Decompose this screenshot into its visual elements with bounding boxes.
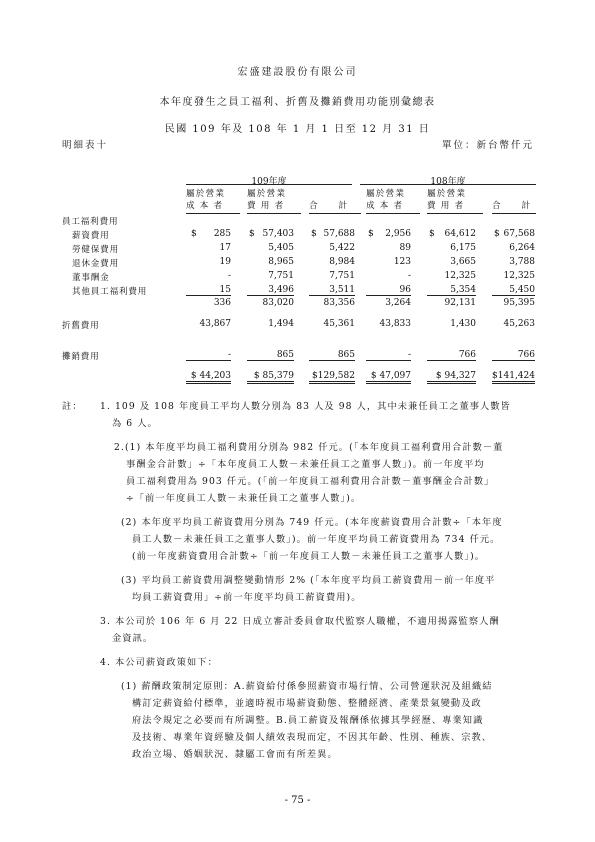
table-cell: $141,424 <box>492 371 535 384</box>
table-cell: $ 94,327 <box>427 371 476 384</box>
table-cell: 64,612 <box>444 229 476 239</box>
table-cell: 285 <box>213 229 231 239</box>
report-period: 民國 109 年及 108 年 1 月 1 日至 12 月 31 日 <box>164 124 431 135</box>
table-cell: 865 <box>309 350 355 361</box>
table-cell: 6,175 <box>450 243 476 253</box>
row-label: 董事酬金 <box>72 273 110 283</box>
currency-symbol: $ <box>191 229 197 239</box>
table-cell: 3,264 <box>385 298 411 308</box>
table-cell: 7,751 <box>329 271 355 281</box>
note-line: (2) 本年度平均員工薪資費用分別為 749 仟元。(本年度薪資費用合計數÷「本年度 <box>121 517 503 528</box>
header-rule <box>247 213 301 214</box>
table-cell: $ 85,379 <box>247 371 294 384</box>
table-cell: 45,361 <box>323 319 355 329</box>
report-title: 本年度發生之員工福利、折舊及攤銷費用功能別彙總表 <box>159 97 436 108</box>
table-cell: $ 44,203 <box>186 371 231 384</box>
currency-symbol: $ <box>494 229 500 239</box>
table-cell: 766 <box>492 350 535 361</box>
table-cell: 2,956 <box>385 229 411 239</box>
table-cell: 1,430 <box>450 319 476 329</box>
header-rule <box>186 213 240 214</box>
table-cell: 5,450 <box>492 285 535 296</box>
table-cell: 3,511 <box>309 285 355 296</box>
year-rule-109 <box>186 184 352 185</box>
row-label: 薪資費用 <box>72 231 110 241</box>
table-cell: - <box>366 350 411 361</box>
col-header-text: 成 本 者 <box>186 201 224 211</box>
table-cell: 3,496 <box>247 285 294 296</box>
table-cell: 865 <box>247 350 294 361</box>
col-header-text: 成 本 者 <box>366 201 404 211</box>
note-line: 1. 109 及 108 年度員工平均人數分別為 83 人及 98 人，其中未兼任員工之董事人數皆 <box>100 401 511 412</box>
row-label-amortization: 攤銷費用 <box>62 352 100 362</box>
col-header-expense-108 <box>427 188 466 212</box>
note-line: 4. 本公司薪資政策如下： <box>100 657 218 668</box>
table-cell: 5,354 <box>427 285 476 296</box>
table-cell: 43,833 <box>379 319 411 329</box>
note-line: 構訂定薪資給付標準，並適時視市場薪資動態、整體經濟、產業景氣變動及政 <box>132 698 482 709</box>
table-cell: 83,020 <box>262 298 294 308</box>
note-line: 府法令規定之必要而有所調整。B.員工薪資及報酬係依據其學經歷、專業知識 <box>132 715 484 726</box>
col-header-cost-109 <box>186 188 225 212</box>
table-cell: 5,405 <box>268 243 294 253</box>
table-cell: 96 <box>366 285 411 296</box>
currency-symbol: $ <box>429 229 435 239</box>
row-label-depreciation: 折舊費用 <box>62 321 100 331</box>
col-header-total-109: 合 計 <box>309 201 349 211</box>
note-line: ÷「前一年度員工人數－未兼任員工之董事人數」)。 <box>126 493 362 504</box>
row-label: 退休金費用 <box>72 259 119 269</box>
table-cell: 19 <box>219 257 231 267</box>
table-cell: 92,131 <box>444 298 476 308</box>
table-cell: 3,788 <box>509 257 535 267</box>
notes-prefix: 註： <box>62 401 83 412</box>
header-rule <box>427 213 483 214</box>
currency-symbol: $ <box>249 229 255 239</box>
table-cell: 1,494 <box>268 319 294 329</box>
table-cell: 336 <box>213 298 231 308</box>
table-cell: 12,325 <box>503 271 535 281</box>
table-cell: 3,665 <box>450 257 476 267</box>
table-cell: $ 47,097 <box>366 371 411 384</box>
header-rule <box>366 213 420 214</box>
note-line: 金資訊。 <box>112 633 154 644</box>
col-header-expense-109 <box>247 188 286 212</box>
note-line: (前一年度薪資費用合計數÷「前一年度員工人數－未兼任員工之董事人數」)。 <box>132 551 486 562</box>
col-header-text: 屬於營業 <box>247 189 287 199</box>
note-line: 3. 本公司於 106 年 6 月 22 日成立審計委員會取代監察人職權，不適用揭露監察人酬 <box>100 616 500 627</box>
year-header-108: 108年度 <box>430 177 466 187</box>
col-header-cost-108 <box>366 188 405 212</box>
company-name: 宏盛建設股份有限公司 <box>237 67 358 78</box>
table-cell: 766 <box>427 350 476 361</box>
table-cell: 57,403 <box>262 229 294 239</box>
table-cell: 83,356 <box>323 298 355 308</box>
col-header-text: 屬於營業 <box>427 189 467 199</box>
note-line: 及技術、專業年資經驗及個人績效表現而定，不因其年齡、性別、種族、宗教、 <box>132 732 493 743</box>
table-cell: 123 <box>393 257 411 267</box>
year-header-109: 109年度 <box>251 177 287 187</box>
table-cell: 6,264 <box>509 243 535 253</box>
note-line: 均員工薪資費用」÷前一年度平均員工薪資費用)。 <box>132 592 362 603</box>
note-line: (1) 薪酬政策制定原則：A.薪資給付係參照薪資市場行情、公司營運狀況及組織結 <box>121 681 493 692</box>
table-cell: 15 <box>186 285 231 296</box>
table-cell: 43,867 <box>199 319 231 329</box>
table-cell: - <box>407 271 411 281</box>
table-cell: 57,688 <box>323 229 355 239</box>
note-line: 政治立場、婚姻狀況、隸屬工會而有所差異。 <box>132 749 338 760</box>
table-cell: $129,582 <box>309 371 355 384</box>
table-cell: 89 <box>399 243 411 253</box>
header-rule <box>309 213 361 214</box>
col-header-text: 屬於營業 <box>186 189 226 199</box>
col-header-text: 費 用 者 <box>427 201 465 211</box>
note-line: (3) 平均員工薪資費用調整變動情形 2% (「本年度平均員工薪資費用－前一年度平 <box>121 575 496 586</box>
table-cell: 7,751 <box>268 271 294 281</box>
col-header-text: 屬於營業 <box>366 189 406 199</box>
note-line: 員工人數－未兼任員工之董事人數」)。前一年度平均員工薪資費用為 734 仟元。 <box>132 534 501 545</box>
header-rule <box>492 213 536 214</box>
note-line: 員工福利費用為 903 仟元。(「前一年度員工福利費用合計數－董事酬金合計數」 <box>126 476 495 487</box>
year-rule-108 <box>360 184 536 185</box>
table-cell: 12,325 <box>444 271 476 281</box>
table-cell: 17 <box>219 243 231 253</box>
table-cell: 45,263 <box>503 319 535 329</box>
row-label: 勞健保費用 <box>72 245 119 255</box>
table-cell: 5,422 <box>329 243 355 253</box>
unit-label: 單位：新台幣仟元 <box>441 140 534 151</box>
table-cell: - <box>227 271 231 281</box>
currency-symbol: $ <box>311 229 317 239</box>
note-line: 2.(1) 本年度平均員工福利費用分別為 982 仟元。(「本年度員工福利費用合計數－董 <box>114 442 504 453</box>
table-cell: 8,965 <box>268 257 294 267</box>
section-label-employee-benefits: 員工福利費用 <box>62 217 119 227</box>
page-number: - 75 - <box>284 795 311 806</box>
table-cell: 95,395 <box>503 298 535 308</box>
currency-symbol: $ <box>368 229 374 239</box>
table-cell: 67,568 <box>503 229 535 239</box>
table-cell: - <box>186 350 231 361</box>
col-header-text: 費 用 者 <box>247 201 285 211</box>
table-cell: 8,984 <box>329 257 355 267</box>
note-line: 為 6 人。 <box>112 418 158 429</box>
col-header-total-108: 合 計 <box>492 201 532 211</box>
note-line: 事酬金合計數」÷「本年度員工人數－未兼任員工之董事人數」)。前一年度平均 <box>126 459 485 470</box>
row-label: 其他員工福利費用 <box>72 287 148 297</box>
schedule-label: 明細表十 <box>62 140 109 151</box>
